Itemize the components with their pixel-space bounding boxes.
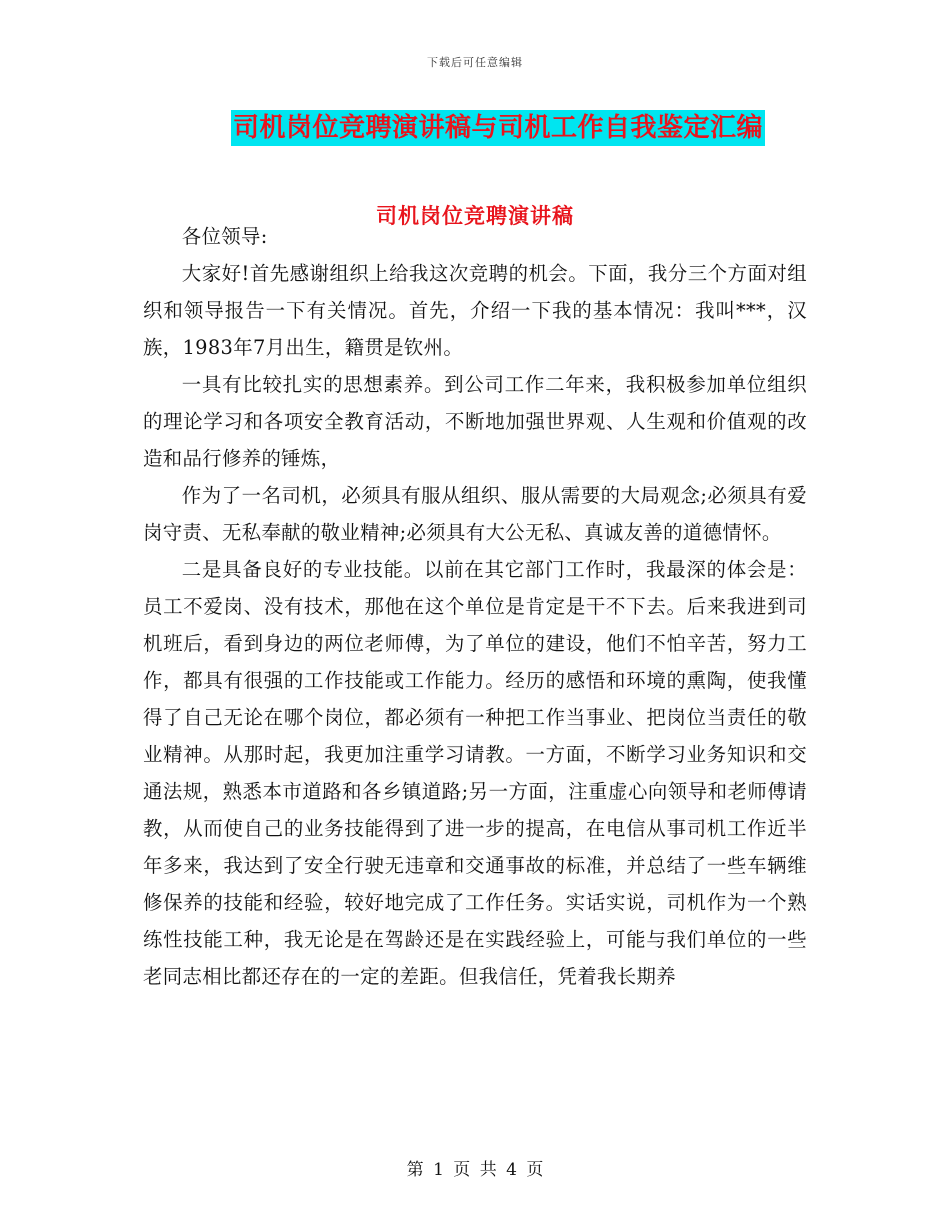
- paragraph-salutation: 各位领导:: [181, 225, 268, 248]
- body-text: [143, 218, 807, 995]
- section-title: 司机岗位竞聘演讲稿: [376, 203, 574, 228]
- page-footer: 第 1 页 共 4 页: [406, 1160, 544, 1180]
- paragraph: 作为了一名司机，必须具有服从组织、服从需要的大局观念;必须具有爱岗守责、无私奉献的敬业精神;必须具有大公无私、真诚友善的道德情怀。: [143, 484, 807, 544]
- main-title: 司机岗位竞聘演讲稿与司机工作自我鉴定汇编: [231, 110, 765, 146]
- paragraph: 一具有比较扎实的思想素养。到公司工作二年来，我积极参加单位组织的理论学习和各项安全教育活动，不断地加强世界观、人生观和价值观的改造和品行修养的锤炼，: [143, 373, 807, 470]
- paragraph: 二是具备良好的专业技能。以前在其它部门工作时，我最深的体会是：员工不爱岗、没有技术，那他在这个单位是肯定是干不下去。后来我进到司机班后，看到身边的两位老师傅，为了单位的建设，他们不怕辛苦，努力工作，都具有很强的工作技能或工作能力。经历的感悟和环境的熏陶，使我懂得了自己无论在哪个岗位，都必须有一种把工作当事业、把岗位当责任的敬业精神。从那时起，我更加注重学习请教。一方面，不断学习业务知识和交通法规，熟悉本市道路和各乡镇道路;另一方面，注重虚心向领导和老师傅请教，从而使自己的业务技能得到了进一步的提高，在电信从事司机工作近半年多来，我达到了安全行驶无违章和交通事故的标准，并总结了一些车辆维修保养的技能和经验，较好地完成了工作任务。实话实说，司机作为一个熟练性技能工种，我无论是在驾龄还是在实践经验上，可能与我们单位的一些老同志相比都还存在的一定的差距。但我信任，凭着我长期养: [143, 558, 807, 988]
- paragraph: 大家好!首先感谢组织上给我这次竞聘的机会。下面，我分三个方面对组织和领导报告一下有关情况。首先，介绍一下我的基本情况：我叫***，汉族，1983年7月出生，籍贯是钦州。: [143, 262, 807, 359]
- main-title-wrap: [0, 110, 950, 146]
- header-note: 下载后可任意编辑: [427, 56, 523, 69]
